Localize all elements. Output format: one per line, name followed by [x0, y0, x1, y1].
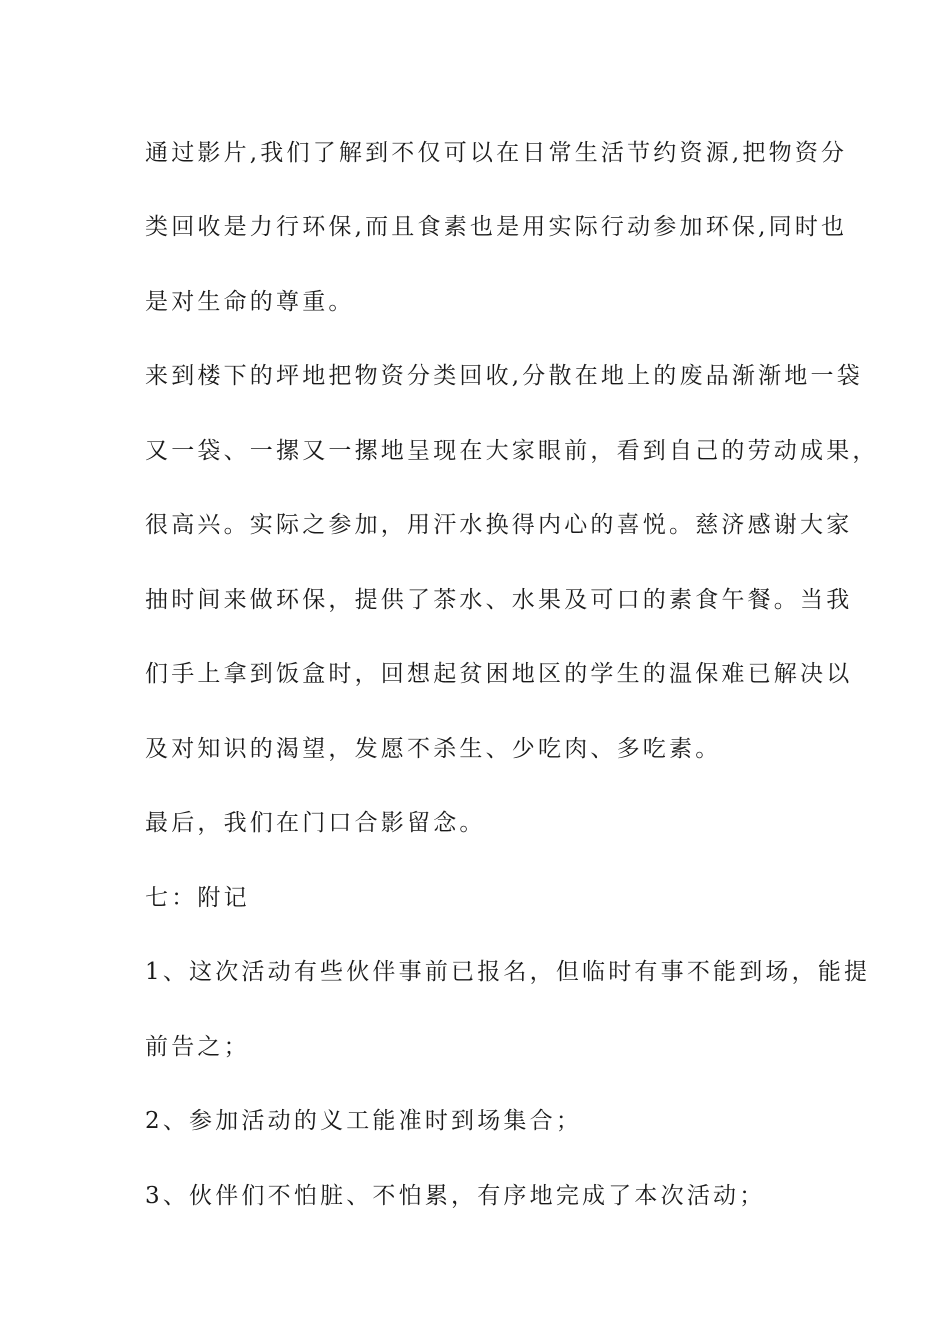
text-line: 很高兴。实际之参加，用汗水换得内心的喜悦。慈济感谢大家: [145, 512, 853, 538]
text-line: 类回收是力行环保,而且食素也是用实际行动参加环保,同时也: [145, 214, 848, 240]
text-line: 来到楼下的坪地把物资分类回收,分散在地上的废品渐渐地一袋: [145, 363, 863, 389]
list-item: 1、这次活动有些伙伴事前已报名，但临时有事不能到场，能提: [145, 959, 871, 985]
list-item: 2、参加活动的义工能准时到场集合；: [145, 1108, 583, 1134]
text-line: 是对生命的尊重。: [145, 289, 355, 315]
text-line: 们手上拿到饭盒时，回想起贫困地区的学生的温保难已解决以: [145, 661, 853, 687]
list-item-continuation: 前告之；: [145, 1034, 250, 1060]
list-item: 3、伙伴们不怕脏、不怕累，有序地完成了本次活动；: [145, 1183, 766, 1209]
section-heading: 七：附记: [145, 885, 250, 911]
text-line: 最后，我们在门口合影留念。: [145, 810, 486, 836]
text-line: 通过影片,我们了解到不仅可以在日常生活节约资源,把物资分: [145, 140, 848, 166]
text-line: 抽时间来做环保，提供了茶水、水果及可口的素食午餐。当我: [145, 587, 853, 613]
text-line: 又一袋、一摞又一摞地呈现在大家眼前，看到自己的劳动成果，: [145, 438, 879, 464]
text-line: 及对知识的渴望，发愿不杀生、少吃肉、多吃素。: [145, 736, 722, 762]
